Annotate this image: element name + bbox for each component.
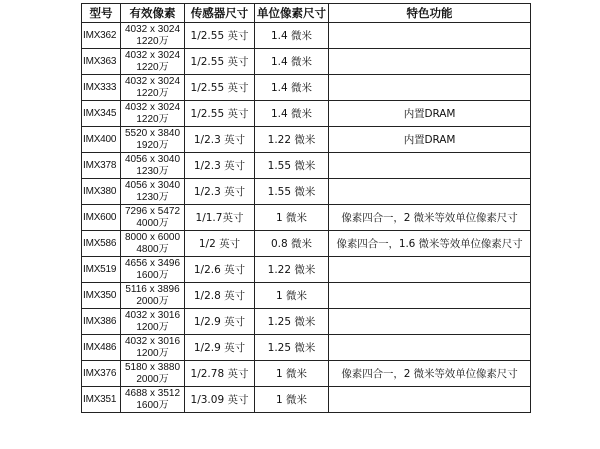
cell-effective-pixels — [121, 179, 185, 205]
cell-effective-pixels — [121, 23, 185, 49]
table-row — [82, 101, 531, 127]
cell-feature: 像素四合一，1.6 微米等效单位像素尺寸 — [329, 231, 531, 257]
cell-resolution: 4688 x 3512 — [124, 388, 181, 399]
cell-sensor-size: 1/2.55 英寸 — [185, 75, 255, 101]
cell-sensor-size: 1/3.09 英寸 — [185, 387, 255, 413]
cell-megapixels: 2000万 — [136, 295, 169, 307]
cell-effective-pixels — [121, 127, 185, 153]
cell-feature: 像素四合一，2 微米等效单位像素尺寸 — [329, 361, 531, 387]
cell-resolution: 4032 x 3024 — [124, 50, 181, 61]
cell-pixel-size: 1.4 微米 — [255, 23, 329, 49]
cell-pixel-size: 1 微米 — [255, 205, 329, 231]
cell-feature — [329, 153, 531, 179]
cell-effective-pixels — [121, 387, 185, 413]
cell-megapixels: 1220万 — [136, 113, 169, 125]
cell-sensor-size: 1/2.6 英寸 — [185, 257, 255, 283]
table-row — [82, 49, 531, 75]
cell-megapixels: 1220万 — [136, 87, 169, 99]
cell-model: IMX362 — [82, 23, 121, 49]
cell-model: IMX345 — [82, 101, 121, 127]
cell-effective-pixels — [121, 49, 185, 75]
header-sensor-size: 传感器尺寸 — [185, 4, 255, 23]
cell-model: IMX486 — [82, 335, 121, 361]
cell-sensor-size: 1/2 英寸 — [185, 231, 255, 257]
cell-model: IMX586 — [82, 231, 121, 257]
cell-megapixels: 1920万 — [136, 139, 169, 151]
cell-model: IMX519 — [82, 257, 121, 283]
cell-resolution: 5116 x 3896 — [125, 284, 180, 295]
header-pixel-size: 单位像素尺寸 — [255, 4, 329, 23]
cell-feature — [329, 335, 531, 361]
cell-feature: 内置DRAM — [329, 127, 531, 153]
cell-megapixels: 1200万 — [136, 321, 169, 333]
cell-feature — [329, 49, 531, 75]
cell-effective-pixels — [121, 283, 185, 309]
cell-megapixels: 1230万 — [136, 165, 169, 177]
cell-sensor-size: 1/2.3 英寸 — [185, 127, 255, 153]
cell-megapixels: 2000万 — [136, 373, 169, 385]
cell-model: IMX380 — [82, 179, 121, 205]
cell-model: IMX363 — [82, 49, 121, 75]
cell-feature — [329, 257, 531, 283]
cell-model: IMX386 — [82, 309, 121, 335]
cell-resolution: 4056 x 3040 — [124, 154, 181, 165]
cell-pixel-size: 1 微米 — [255, 387, 329, 413]
cell-feature — [329, 23, 531, 49]
table-row — [82, 75, 531, 101]
table-row — [82, 127, 531, 153]
cell-megapixels: 1200万 — [136, 347, 169, 359]
cell-resolution: 4032 x 3024 — [124, 102, 181, 113]
header-features: 特色功能 — [329, 4, 531, 23]
cell-pixel-size: 1.55 微米 — [255, 179, 329, 205]
cell-sensor-size: 1/2.3 英寸 — [185, 153, 255, 179]
cell-resolution: 8000 x 6000 — [124, 232, 181, 243]
cell-feature — [329, 387, 531, 413]
table-row — [82, 361, 531, 387]
cell-sensor-size: 1/2.55 英寸 — [185, 101, 255, 127]
cell-sensor-size: 1/2.55 英寸 — [185, 23, 255, 49]
cell-pixel-size: 1.4 微米 — [255, 101, 329, 127]
header-row — [82, 4, 531, 23]
cell-model: IMX378 — [82, 153, 121, 179]
table-row — [82, 231, 531, 257]
cell-feature: 内置DRAM — [329, 101, 531, 127]
table-body — [82, 23, 531, 413]
cell-megapixels: 1600万 — [136, 269, 169, 281]
cell-pixel-size: 1.4 微米 — [255, 49, 329, 75]
cell-effective-pixels — [121, 75, 185, 101]
cell-effective-pixels — [121, 205, 185, 231]
cell-resolution: 4656 x 3496 — [124, 258, 181, 269]
cell-model: IMX376 — [82, 361, 121, 387]
cell-resolution: 4056 x 3040 — [124, 180, 181, 191]
header-effective-pixels: 有效像素 — [121, 4, 185, 23]
sensor-spec-table — [81, 3, 531, 413]
table-row — [82, 309, 531, 335]
sensor-spec-table-container — [81, 3, 531, 413]
cell-effective-pixels — [121, 231, 185, 257]
cell-feature — [329, 309, 531, 335]
cell-resolution: 4032 x 3024 — [124, 24, 181, 35]
cell-model: IMX350 — [82, 283, 121, 309]
cell-pixel-size: 1.25 微米 — [255, 309, 329, 335]
cell-effective-pixels — [121, 309, 185, 335]
table-row — [82, 257, 531, 283]
cell-sensor-size: 1/2.55 英寸 — [185, 49, 255, 75]
table-row — [82, 283, 531, 309]
cell-sensor-size: 1/1.7英寸 — [185, 205, 255, 231]
cell-feature: 像素四合一，2 微米等效单位像素尺寸 — [329, 205, 531, 231]
cell-resolution: 5520 x 3840 — [124, 128, 181, 139]
cell-pixel-size: 1.4 微米 — [255, 75, 329, 101]
cell-megapixels: 4800万 — [136, 243, 169, 255]
cell-sensor-size: 1/2.78 英寸 — [185, 361, 255, 387]
cell-resolution: 7296 x 5472 — [124, 206, 181, 217]
table-row — [82, 23, 531, 49]
cell-megapixels: 1220万 — [136, 35, 169, 47]
table-row — [82, 205, 531, 231]
header-model: 型号 — [82, 4, 121, 23]
cell-pixel-size: 1.22 微米 — [255, 127, 329, 153]
cell-resolution: 4032 x 3016 — [124, 336, 181, 347]
table-row — [82, 387, 531, 413]
cell-pixel-size: 1.22 微米 — [255, 257, 329, 283]
cell-megapixels: 1230万 — [136, 191, 169, 203]
cell-feature — [329, 75, 531, 101]
cell-feature — [329, 283, 531, 309]
cell-sensor-size: 1/2.3 英寸 — [185, 179, 255, 205]
cell-pixel-size: 1.55 微米 — [255, 153, 329, 179]
table-row — [82, 153, 531, 179]
cell-sensor-size: 1/2.9 英寸 — [185, 335, 255, 361]
cell-pixel-size: 1 微米 — [255, 283, 329, 309]
cell-feature — [329, 179, 531, 205]
cell-resolution: 4032 x 3016 — [124, 310, 181, 321]
cell-effective-pixels — [121, 361, 185, 387]
cell-megapixels: 1600万 — [136, 399, 169, 411]
cell-megapixels: 4000万 — [136, 217, 169, 229]
cell-model: IMX400 — [82, 127, 121, 153]
cell-effective-pixels — [121, 101, 185, 127]
cell-effective-pixels — [121, 153, 185, 179]
cell-pixel-size: 0.8 微米 — [255, 231, 329, 257]
cell-pixel-size: 1 微米 — [255, 361, 329, 387]
cell-model: IMX351 — [82, 387, 121, 413]
cell-megapixels: 1220万 — [136, 61, 169, 73]
cell-resolution: 5180 x 3880 — [124, 362, 181, 373]
cell-effective-pixels — [121, 257, 185, 283]
cell-model: IMX333 — [82, 75, 121, 101]
cell-pixel-size: 1.25 微米 — [255, 335, 329, 361]
table-row — [82, 335, 531, 361]
table-row — [82, 179, 531, 205]
cell-model: IMX600 — [82, 205, 121, 231]
cell-resolution: 4032 x 3024 — [124, 76, 181, 87]
cell-effective-pixels — [121, 335, 185, 361]
cell-sensor-size: 1/2.9 英寸 — [185, 309, 255, 335]
cell-sensor-size: 1/2.8 英寸 — [185, 283, 255, 309]
